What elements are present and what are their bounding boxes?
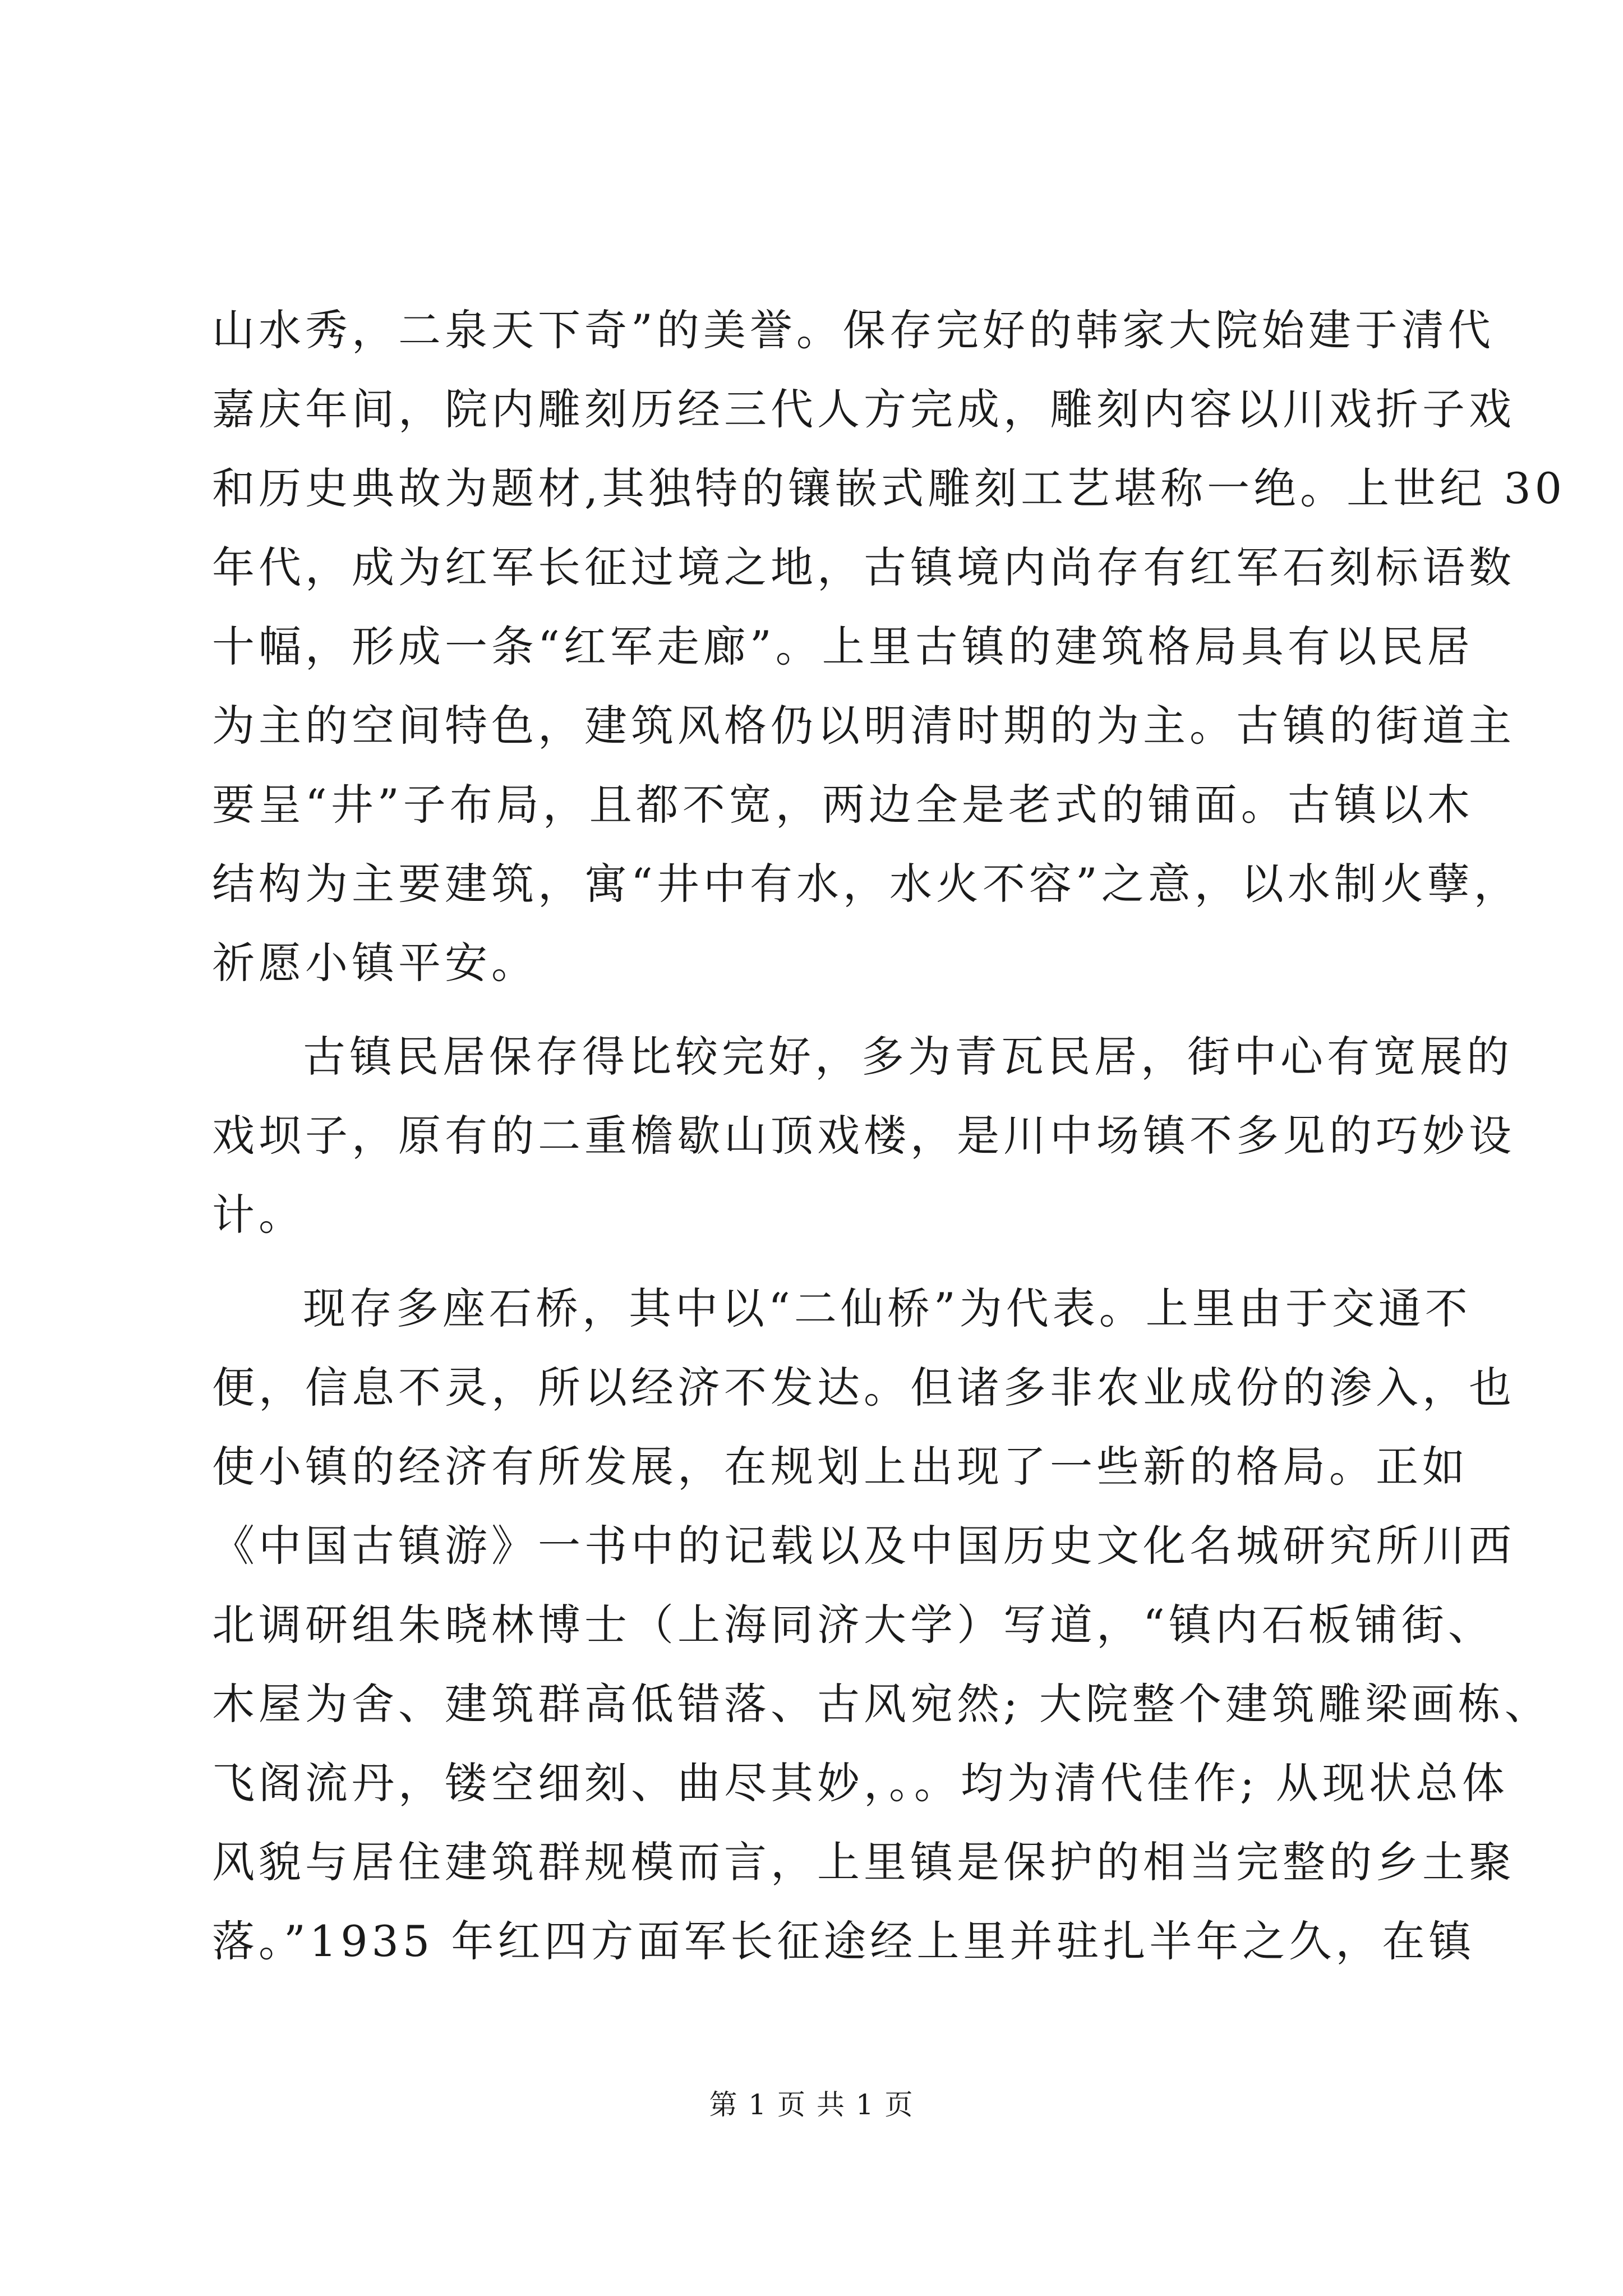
text-line: 使小镇的经济有所发展，在规划上出现了一些新的格局。正如 [212,1442,1469,1492]
text-line: 和历史典故为题材,其独特的镶嵌式雕刻工艺堪称一绝。上世纪 30 [212,463,1566,513]
text-line: 年代，成为红军长征过境之地，古镇境内尚存有红军石刻标语数 [212,542,1515,592]
text-line: 嘉庆年间，院内雕刻历经三代人方完成，雕刻内容以川戏折子戏 [212,384,1515,434]
text-line: 祈愿小镇平安。 [212,938,538,988]
paragraph-2 [212,1017,1515,1254]
text-line: 现存多座石桥，其中以“二仙桥”为代表。上里由于交通不 [303,1283,1472,1333]
text-line: 戏坝子，原有的二重檐歇山顶戏楼，是川中场镇不多见的巧妙设 [212,1111,1515,1161]
text-line: 飞阁流丹，镂空细刻、曲尽其妙，。。均为清代佳作; 从现状总体 [212,1758,1509,1808]
text-line: 为主的空间特色，建筑风格仍以明清时期的为主。古镇的街道主 [212,701,1515,751]
text-line: 《中国古镇游》一书中的记载以及中国历史文化名城研究所川西 [212,1521,1515,1571]
text-line: 古镇民居保存得比较完好，多为青瓦民居，街中心有宽展的 [303,1032,1513,1082]
text-line: 北调研组朱晓林博士（上海同济大学）写道，“镇内石板铺街、 [212,1600,1495,1650]
text-line: 便，信息不灵，所以经济不发达。但诸多非农业成份的渗入，也 [212,1363,1515,1412]
paragraph-spacer [212,1254,1412,1269]
text-line: 十幅，形成一条“红军走廊”。上里古镇的建筑格局具有以民居 [212,622,1474,671]
page-footer: 第 1 页 共 1 页 [709,2088,914,2121]
paragraph-3 [212,1269,1551,1981]
paragraph-1 [212,291,1566,1002]
text-line: 风貌与居住建筑群规模而言，上里镇是保护的相当完整的乡土聚 [212,1837,1515,1887]
text-line: 要呈“井”子布局，且都不宽，两边全是老式的铺面。古镇以木 [212,780,1474,830]
text-line: 计。 [212,1190,305,1240]
document-body [212,291,1566,1981]
text-line: 木屋为舍、建筑群高低错落、古风宛然; 大院整个建筑雕梁画栋、 [212,1679,1551,1729]
text-line: 山水秀，二泉天下奇”的美誉。保存完好的韩家大院始建于清代 [212,305,1495,355]
paragraph-spacer [212,1002,1412,1017]
text-line: 结构为主要建筑，寓“井中有水，水火不容”之意，以水制火孽， [212,859,1520,909]
text-line: 落。”1935 年红四方面军长征途经上里并驻扎半年之久，在镇 [212,1916,1476,1966]
